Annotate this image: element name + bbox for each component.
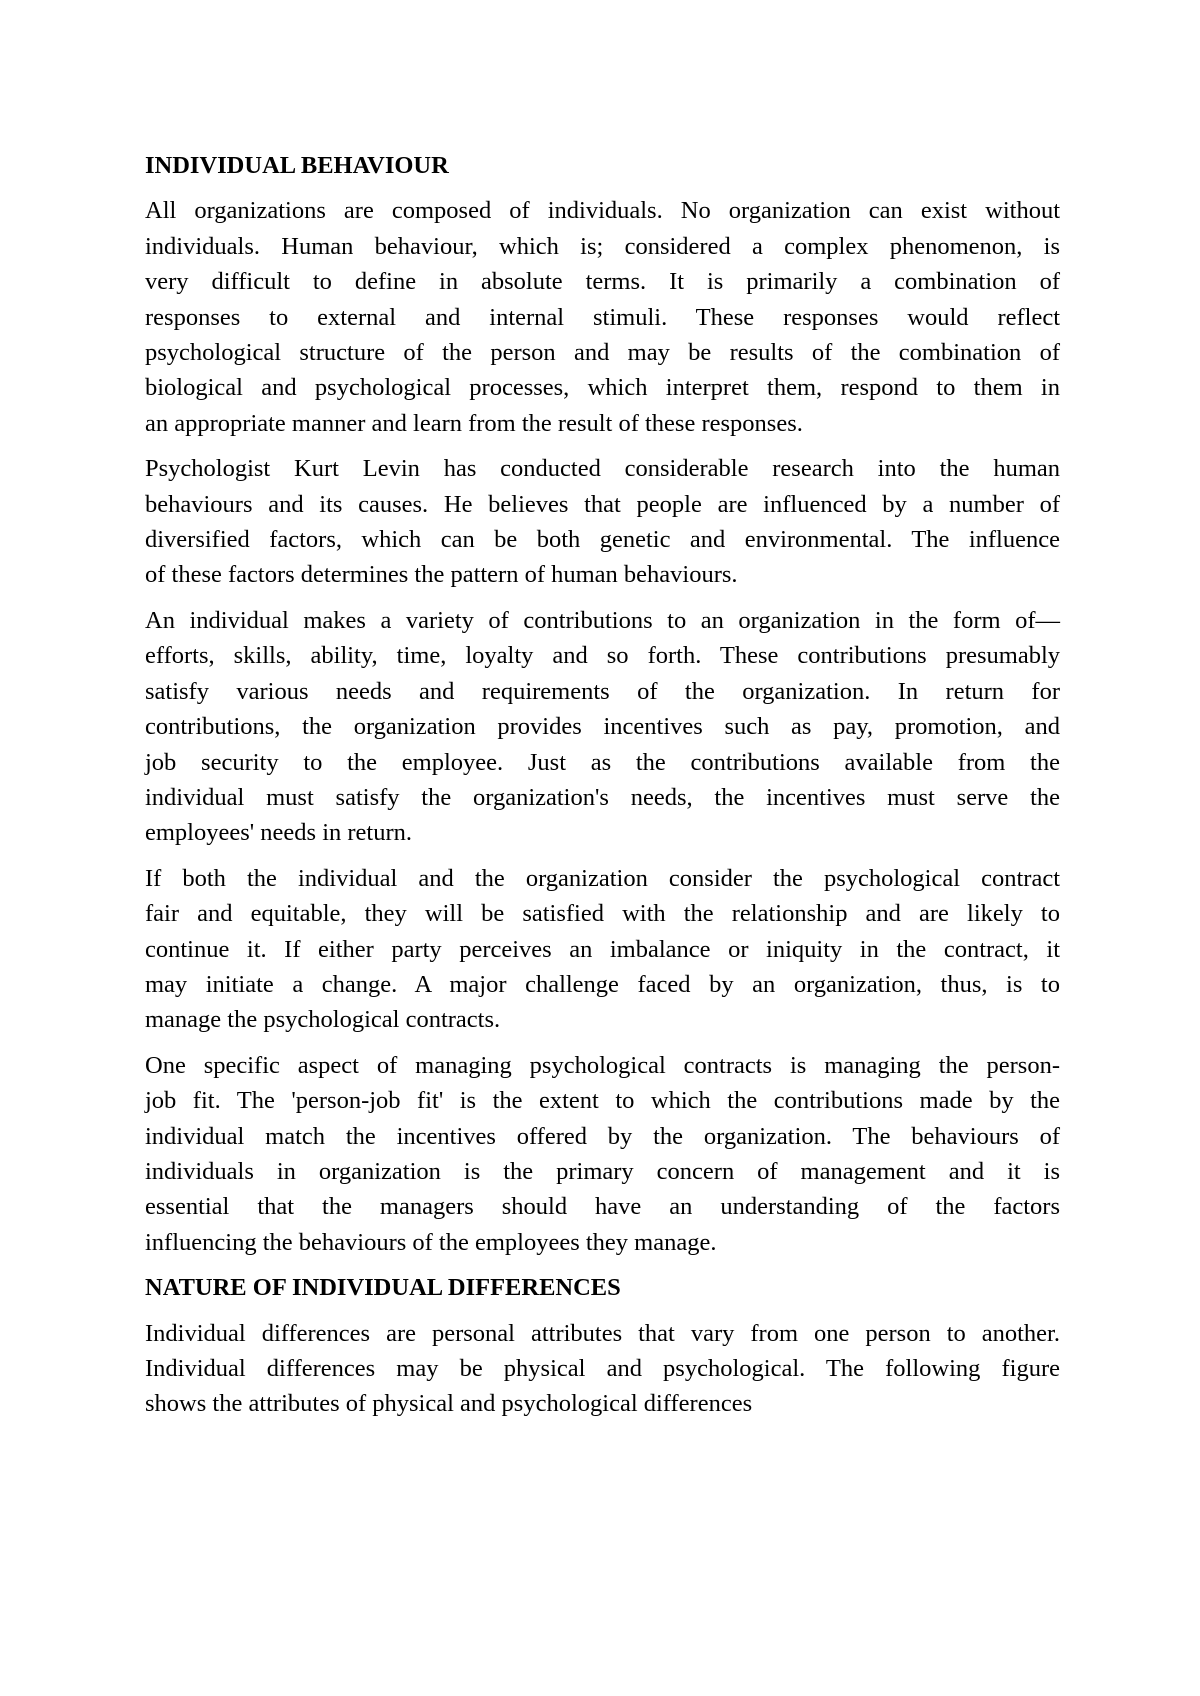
paragraph-line: employees' needs in return. xyxy=(145,819,413,847)
heading-nature-of-individual-differences: NATURE OF INDIVIDUAL DIFFERENCES xyxy=(145,1274,621,1302)
paragraph-line: Psychologist Kurt Levin has conducted considerable research into the human xyxy=(145,455,1060,483)
paragraph-line: influencing the behaviours of the employees they manage. xyxy=(145,1228,717,1256)
paragraph-line: diversified factors, which can be both genetic and environmental. The influence xyxy=(145,526,1060,554)
document-page xyxy=(145,148,1060,1432)
paragraph-line: shows the attributes of physical and psychological differences xyxy=(145,1390,753,1418)
paragraph-line: may initiate a change. A major challenge faced by an organization, thus, is to xyxy=(145,970,1060,998)
paragraph-line: fair and equitable, they will be satisfied with the relationship and are likely to xyxy=(145,900,1060,928)
paragraph-2 xyxy=(145,451,1060,593)
paragraph-line: manage the psychological contracts. xyxy=(145,1006,501,1034)
paragraph-line: satisfy various needs and requirements of the organization. In return for xyxy=(145,677,1060,705)
paragraph-line: an appropriate manner and learn from the result of these responses. xyxy=(145,409,803,437)
paragraph-line: If both the individual and the organization consider the psychological contract xyxy=(145,864,1060,892)
paragraph-line: responses to external and internal stimuli. These responses would reflect xyxy=(145,303,1060,331)
paragraph-line: individual match the incentives offered by the organization. The behaviours of xyxy=(145,1122,1060,1150)
paragraph-4 xyxy=(145,861,1060,1038)
paragraph-line: psychological structure of the person and may be results of the combination of xyxy=(145,339,1060,367)
paragraph-line: One specific aspect of managing psychological contracts is managing the person- xyxy=(145,1051,1060,1079)
paragraph-6 xyxy=(145,1316,1060,1422)
paragraph-line: of these factors determines the pattern of human behaviours. xyxy=(145,561,738,589)
paragraph-line: behaviours and its causes. He believes that people are influenced by a number of xyxy=(145,490,1060,518)
paragraph-line: job fit. The 'person-job fit' is the extent to which the contributions made by the xyxy=(145,1087,1060,1115)
heading-individual-behaviour: INDIVIDUAL BEHAVIOUR xyxy=(145,152,449,179)
paragraph-5 xyxy=(145,1048,1060,1260)
paragraph-line: very difficult to define in absolute terms. It is primarily a combination of xyxy=(145,268,1060,296)
paragraph-line: Individual differences may be physical and psychological. The following figure xyxy=(145,1355,1060,1382)
paragraph-line: An individual makes a variety of contributions to an organization in the form of— xyxy=(145,606,1060,634)
paragraph-line: job security to the employee. Just as the contributions available from the xyxy=(145,748,1060,776)
paragraph-line: essential that the managers should have an understanding of the factors xyxy=(145,1193,1060,1221)
paragraph-line: continue it. If either party perceives an imbalance or iniquity in the contract, it xyxy=(145,935,1060,963)
paragraph-1 xyxy=(145,193,1060,441)
paragraph-line: Individual differences are personal attributes that vary from one person to another. xyxy=(145,1319,1060,1347)
paragraph-line: All organizations are composed of individuals. No organization can exist without xyxy=(145,197,1060,225)
paragraph-3 xyxy=(145,603,1060,851)
paragraph-line: individuals. Human behaviour, which is; considered a complex phenomenon, is xyxy=(145,232,1060,260)
paragraph-line: biological and psychological processes, which interpret them, respond to them in xyxy=(145,374,1060,402)
paragraph-line: individual must satisfy the organization's needs, the incentives must serve the xyxy=(145,783,1060,811)
paragraph-line: individuals in organization is the primary concern of management and it is xyxy=(145,1157,1060,1185)
paragraph-line: efforts, skills, ability, time, loyalty and so forth. These contributions presumably xyxy=(145,642,1060,670)
paragraph-line: contributions, the organization provides incentives such as pay, promotion, and xyxy=(145,713,1060,741)
